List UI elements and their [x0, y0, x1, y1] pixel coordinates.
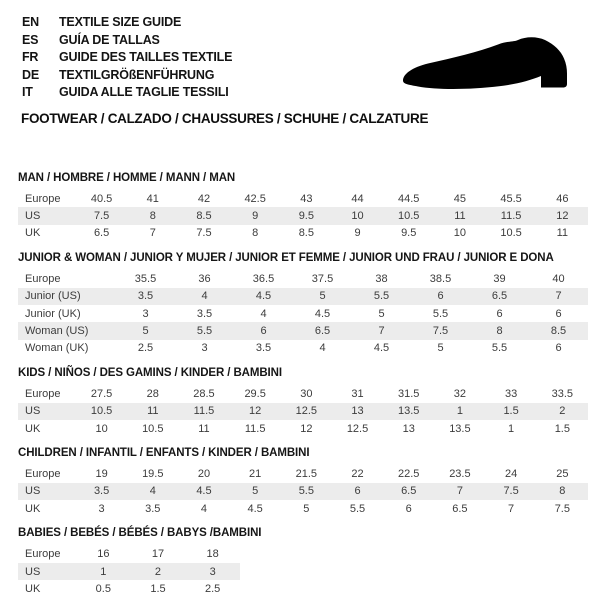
- table-title: CHILDREN / INFANTIL / ENFANTS / KINDER / BAMBINI: [18, 447, 310, 460]
- size-table-children: [18, 465, 588, 517]
- table-row: [18, 483, 588, 500]
- size-value: 19: [95, 467, 108, 480]
- size-value: 11: [556, 227, 569, 240]
- size-value: 43: [300, 192, 313, 205]
- size-section-children: [18, 447, 588, 517]
- size-value: 11.5: [486, 207, 537, 224]
- size-section-babies: [18, 527, 588, 597]
- size-value: 36.5: [252, 272, 275, 285]
- size-value: 3.5: [145, 502, 161, 515]
- language-code: IT: [22, 85, 33, 100]
- size-value: 32: [453, 387, 467, 400]
- size-value: 6: [496, 307, 503, 320]
- size-value: 4: [260, 307, 267, 320]
- size-value: 10: [332, 207, 383, 224]
- size-value: 23.5: [449, 467, 471, 480]
- size-value: 2: [131, 563, 186, 580]
- size-value: 22.5: [398, 467, 420, 480]
- table-row: [18, 500, 588, 517]
- size-value: 5.5: [432, 307, 449, 320]
- size-value: 10.5: [76, 403, 127, 420]
- size-value: 29.5: [244, 387, 266, 400]
- language-title: TEXTILE SIZE GUIDE: [59, 15, 182, 29]
- size-value: 46: [556, 192, 569, 205]
- size-value: 13: [332, 403, 383, 420]
- size-value: 8: [470, 322, 529, 339]
- size-value: 33: [504, 387, 518, 400]
- table-header-row: [18, 190, 588, 207]
- size-value: 7.5: [554, 502, 570, 515]
- size-value: 5.5: [281, 483, 332, 500]
- shoe-icon: [399, 35, 575, 98]
- size-value: 1: [434, 403, 485, 420]
- language-row: [22, 49, 232, 67]
- size-value: 5: [230, 483, 281, 500]
- size-value: 10.5: [500, 227, 522, 240]
- size-value: 3.5: [196, 307, 213, 320]
- table-row: [18, 322, 588, 339]
- size-value: 38: [375, 272, 388, 285]
- size-value: 6.5: [293, 322, 352, 339]
- size-value: 4: [319, 342, 326, 355]
- table-row: [18, 340, 588, 357]
- size-value: 33.5: [551, 387, 574, 400]
- table-header-row: [18, 465, 588, 482]
- size-value: 44: [351, 192, 364, 205]
- size-value: 36: [198, 272, 211, 285]
- size-value: 5: [303, 502, 310, 515]
- table-title: JUNIOR & WOMAN / JUNIOR Y MUJER / JUNIOR ET FEMME / JUNIOR UND FRAU / JUNIOR E DONA: [18, 252, 554, 265]
- size-value: 6: [555, 307, 562, 320]
- size-value: 41: [146, 192, 159, 205]
- size-value: 6.5: [383, 483, 434, 500]
- size-value: 45: [453, 192, 467, 205]
- language-title: GUÍA DE TALLAS: [59, 32, 160, 47]
- size-value: 4.5: [373, 342, 390, 355]
- size-value: 37.5: [311, 272, 334, 285]
- row-label: Europe: [25, 387, 61, 400]
- table-row: [18, 225, 588, 242]
- table-title: KIDS / NIÑOS / DES GAMINS / KINDER / BAMBINI: [18, 367, 282, 380]
- table-header-row: [18, 270, 588, 287]
- size-value: 20: [197, 467, 211, 480]
- size-value: 17: [151, 548, 165, 561]
- row-label: Europe: [25, 548, 61, 561]
- size-value: 13: [402, 422, 415, 435]
- size-value: 31: [351, 387, 364, 400]
- size-value: 7: [434, 483, 485, 500]
- size-value: 21: [249, 467, 262, 480]
- size-value: 12: [300, 422, 313, 435]
- size-value: 5: [293, 288, 352, 305]
- table-title: MAN / HOMBRE / HOMME / MANN / MAN: [18, 172, 236, 184]
- size-value: 7: [508, 502, 515, 515]
- language-row: [22, 84, 232, 102]
- language-title: TEXTILGRÖßENFÜHRUNG: [59, 67, 215, 82]
- size-value: 8: [252, 227, 259, 240]
- size-value: 6: [332, 483, 383, 500]
- size-value: 4.5: [178, 483, 229, 500]
- size-table-man: [18, 190, 588, 242]
- size-value: 4.5: [247, 502, 263, 515]
- size-value: 28.5: [193, 387, 215, 400]
- size-value: 8.5: [529, 322, 588, 339]
- size-value: 5.5: [175, 322, 234, 339]
- size-value: 5.5: [491, 342, 508, 355]
- size-value: 0.5: [95, 582, 111, 595]
- row-label: Europe: [25, 272, 61, 285]
- table-title: BABIES / BEBÉS / BÉBÉS / BABYS /BAMBINI: [18, 527, 262, 540]
- size-value: 7: [529, 288, 588, 305]
- size-value: 10.5: [142, 422, 164, 435]
- size-value: 6.5: [470, 288, 529, 305]
- size-value: 9.5: [281, 207, 332, 224]
- row-label: Woman (US): [18, 322, 116, 339]
- size-value: 4.5: [314, 307, 331, 320]
- size-value: 5: [116, 322, 175, 339]
- size-value: 42: [197, 192, 211, 205]
- size-value: 12.5: [281, 403, 332, 420]
- size-section-kids: [18, 367, 588, 437]
- row-label: US: [18, 403, 76, 420]
- size-value: 1: [76, 563, 131, 580]
- size-value: 21.5: [295, 467, 318, 480]
- size-value: 6.5: [93, 227, 110, 240]
- row-label: UK: [25, 422, 41, 435]
- size-value: 4: [200, 502, 208, 515]
- row-label: UK: [25, 502, 41, 515]
- size-value: 28: [146, 387, 159, 400]
- language-row: [22, 67, 232, 85]
- size-value: 1: [508, 422, 515, 435]
- size-value: 3.5: [255, 342, 272, 355]
- size-value: 1.5: [150, 582, 166, 595]
- language-title-list: [22, 14, 232, 102]
- size-value: 5.5: [349, 502, 366, 515]
- language-title: GUIDE DES TAILLES TEXTILE: [59, 50, 233, 65]
- size-value: 3: [185, 563, 240, 580]
- size-value: 18: [206, 548, 219, 561]
- language-code: EN: [22, 15, 39, 29]
- size-value: 10: [453, 227, 467, 240]
- category-heading: FOOTWEAR / CALZADO / CHAUSSURES / SCHUHE / CALZATURE: [21, 111, 429, 126]
- size-value: 6: [411, 288, 470, 305]
- row-label: US: [18, 207, 76, 224]
- row-label: US: [18, 483, 76, 500]
- row-label: Woman (UK): [25, 342, 89, 355]
- size-value: 5.5: [352, 288, 411, 305]
- size-value: 9.5: [401, 227, 417, 240]
- size-value: 3.5: [76, 483, 127, 500]
- size-tables: [18, 172, 588, 600]
- size-value: 11: [198, 422, 210, 435]
- table-row: [18, 420, 588, 437]
- size-value: 3.5: [116, 288, 175, 305]
- size-value: 1.5: [486, 403, 537, 420]
- size-value: 5: [437, 342, 444, 355]
- language-row: [22, 14, 232, 32]
- size-value: 13.5: [449, 422, 471, 435]
- size-value: 19.5: [142, 467, 164, 480]
- table-row: [18, 305, 588, 322]
- size-value: 24: [504, 467, 518, 480]
- language-code: ES: [22, 32, 39, 47]
- table-row: [18, 288, 588, 305]
- size-value: 12: [537, 207, 588, 224]
- row-label: US: [18, 563, 76, 580]
- size-value: 11.5: [244, 422, 266, 435]
- table-header-row: [18, 545, 240, 562]
- language-code: DE: [22, 67, 39, 82]
- size-value: 35.5: [134, 272, 157, 285]
- size-value: 38.5: [429, 272, 452, 285]
- table-row: [18, 403, 588, 420]
- size-value: 8: [127, 207, 178, 224]
- table-row: [18, 580, 240, 597]
- size-table-junior_woman: [18, 270, 588, 357]
- size-value: 3: [142, 307, 149, 320]
- size-value: 4: [175, 288, 234, 305]
- size-value: 10.5: [383, 207, 434, 224]
- size-value: 16: [97, 548, 110, 561]
- size-value: 7.5: [486, 483, 537, 500]
- size-value: 40.5: [90, 192, 113, 205]
- row-label: Junior (US): [18, 288, 116, 305]
- size-value: 7: [149, 227, 156, 240]
- row-label: Junior (UK): [25, 307, 81, 320]
- size-table-kids: [18, 385, 588, 437]
- size-value: 5: [378, 307, 385, 320]
- size-value: 30: [300, 387, 313, 400]
- size-value: 7.5: [411, 322, 470, 339]
- size-value: 10: [95, 422, 108, 435]
- size-value: 13.5: [383, 403, 434, 420]
- size-value: 11.5: [178, 403, 229, 420]
- row-label: Europe: [25, 192, 61, 205]
- size-value: 27.5: [90, 387, 113, 400]
- size-value: 11: [434, 207, 485, 224]
- size-value: 3: [201, 342, 208, 355]
- row-label: UK: [25, 227, 41, 240]
- size-value: 8.5: [178, 207, 229, 224]
- size-value: 2.5: [205, 582, 221, 595]
- size-value: 6: [405, 502, 412, 515]
- size-value: 45.5: [500, 192, 522, 205]
- size-value: 7.5: [196, 227, 212, 240]
- size-value: 6: [234, 322, 293, 339]
- language-code: FR: [22, 50, 39, 65]
- size-value: 39: [493, 272, 506, 285]
- size-value: 25: [556, 467, 569, 480]
- size-value: 6: [555, 342, 562, 355]
- size-value: 12: [230, 403, 281, 420]
- size-value: 2.5: [137, 342, 154, 355]
- size-value: 4: [127, 483, 178, 500]
- size-value: 12.5: [346, 422, 369, 435]
- size-table-babies: [18, 545, 240, 597]
- size-section-junior_woman: [18, 252, 588, 357]
- size-value: 40: [552, 272, 565, 285]
- size-value: 22: [351, 467, 364, 480]
- size-value: 44.5: [398, 192, 420, 205]
- size-value: 9: [354, 227, 361, 240]
- row-label: Europe: [25, 467, 61, 480]
- size-value: 7.5: [76, 207, 127, 224]
- size-value: 11: [127, 403, 178, 420]
- size-section-man: [18, 172, 588, 242]
- size-value: 31.5: [398, 387, 420, 400]
- size-value: 9: [230, 207, 281, 224]
- table-row: [18, 207, 588, 224]
- size-value: 8: [537, 483, 588, 500]
- size-value: 4.5: [234, 288, 293, 305]
- size-value: 2: [537, 403, 588, 420]
- size-value: 7: [352, 322, 411, 339]
- table-header-row: [18, 385, 588, 402]
- language-title: GUIDA ALLE TAGLIE TESSILI: [59, 85, 229, 100]
- size-value: 6.5: [452, 502, 468, 515]
- table-row: [18, 563, 240, 580]
- size-value: 1.5: [554, 422, 570, 435]
- size-value: 42.5: [244, 192, 266, 205]
- size-value: 3: [98, 502, 105, 515]
- size-value: 8.5: [298, 227, 314, 240]
- row-label: UK: [25, 582, 41, 595]
- language-row: [22, 32, 232, 50]
